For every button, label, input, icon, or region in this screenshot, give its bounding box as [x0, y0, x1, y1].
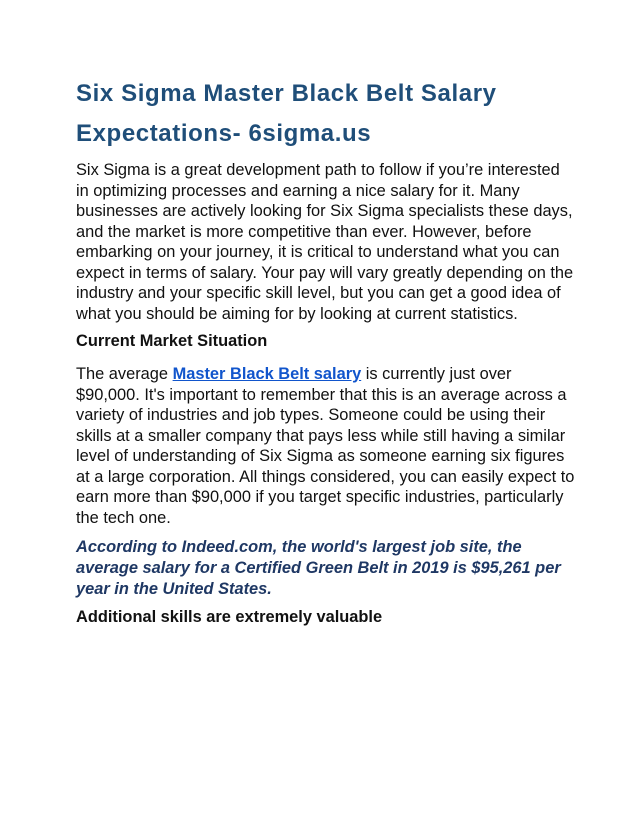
section-heading-skills: Additional skills are extremely valuable	[76, 608, 383, 626]
intro-paragraph: Six Sigma is a great development path to follow if you’re interested in optimizing processes and earning a nice salary for it. Many businesses are actively looking for Six Sigma specialists these days, and the market is more competitive than ever. However, before embarking on your journey, it is critical to understand what you can expect in terms of salary. Your pay will vary greatly depending on the industry and your specific skill level, but you can get a good idea of what you should be aiming for by looking at current statistics.	[76, 161, 574, 323]
section-heading-market: Current Market Situation	[76, 332, 268, 350]
market-paragraph	[76, 364, 576, 528]
master-black-belt-salary-link[interactable]: Master Black Belt salary	[172, 365, 362, 383]
market-text-after-link: is currently just over $90,000. It's important to remember that this is an average across a variety of industries and job types. Someone could be using their skills at a smaller company that pays less while still having a similar level of understanding of Six Sigma as someone earning six figures at a large corporation. All things considered, you can easily expect to earn more than $90,000 if you target specific industries, particularly the tech one.	[76, 365, 575, 527]
document-title: Six Sigma Master Black Belt Salary Expectations- 6sigma.us	[76, 80, 497, 147]
document-page	[76, 74, 576, 628]
indeed-quote: According to Indeed.com, the world's largest job site, the average salary for a Certified Green Belt in 2019 is $95,261 per year in the United States.	[76, 538, 561, 598]
market-text-before-link: The average	[76, 365, 173, 383]
